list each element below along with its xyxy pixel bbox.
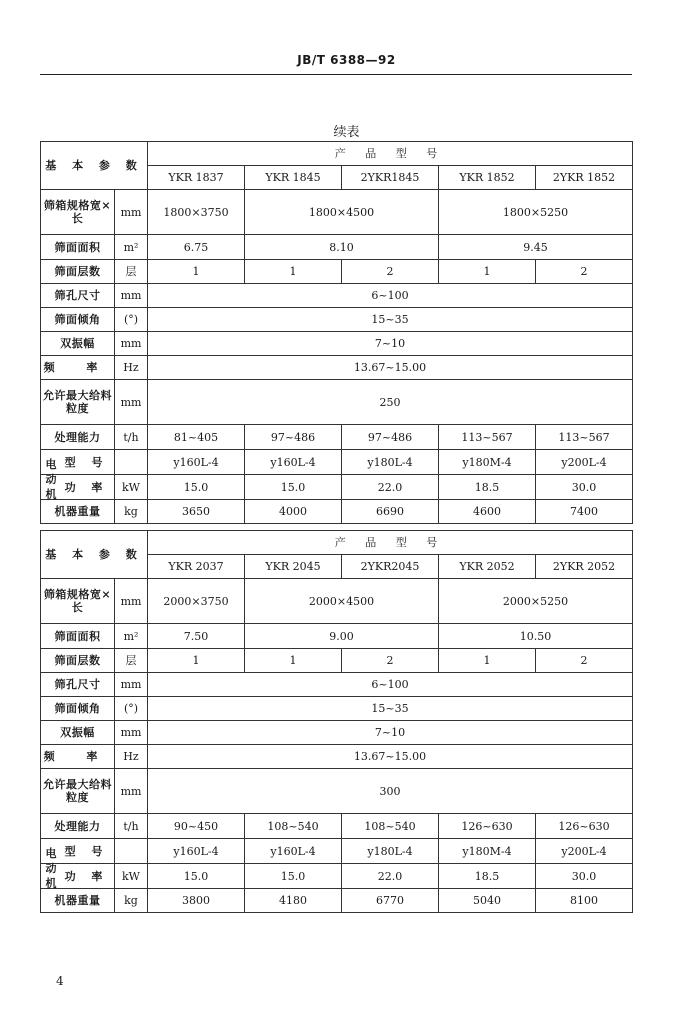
value-cell: 4000 xyxy=(245,500,342,524)
param-header: 基 本 参 数 xyxy=(41,531,148,579)
row-label: 机器重量 xyxy=(41,889,115,913)
param-header: 基 本 参 数 xyxy=(41,142,148,190)
row-label: 处理能力 xyxy=(41,814,115,839)
value-cell: 6~100 xyxy=(148,673,633,697)
motor-label: 电动机 xyxy=(45,458,57,501)
row-label: 允许最大给料粒度 xyxy=(41,380,115,425)
value-cell: 18.5 xyxy=(439,475,536,500)
value-cell: 1 xyxy=(245,649,342,673)
value-cell: 7~10 xyxy=(148,721,633,745)
value-cell: 18.5 xyxy=(439,864,536,889)
value-cell: 97~486 xyxy=(245,425,342,450)
row-label: 功 率 xyxy=(64,480,109,494)
model-cell: YKR 1837 xyxy=(148,166,245,190)
row-label: 型 号 xyxy=(64,455,109,469)
value-cell: 6.75 xyxy=(148,235,245,260)
row-label: 允许最大给料粒度 xyxy=(41,769,115,814)
value-cell: 97~486 xyxy=(342,425,439,450)
value-cell: 13.67~15.00 xyxy=(148,356,633,380)
model-cell: 2YKR 1852 xyxy=(536,166,633,190)
row-unit: mm xyxy=(115,579,148,624)
model-cell: YKR 1852 xyxy=(439,166,536,190)
row-label: 筛面层数 xyxy=(41,649,115,673)
row-label: 筛孔尺寸 xyxy=(41,284,115,308)
row-label: 筛箱规格宽×长 xyxy=(41,190,115,235)
value-cell: 1800×3750 xyxy=(148,190,245,235)
value-cell: y160L-4 xyxy=(148,839,245,864)
row-label: 筛面倾角 xyxy=(41,697,115,721)
value-cell: 7~10 xyxy=(148,332,633,356)
row-unit: Hz xyxy=(115,745,148,769)
value-cell: 22.0 xyxy=(342,475,439,500)
row-unit: Hz xyxy=(115,356,148,380)
value-cell: 81~405 xyxy=(148,425,245,450)
value-cell: y200L-4 xyxy=(536,450,633,475)
value-cell: 1 xyxy=(439,649,536,673)
motor-label: 电动机 xyxy=(45,847,57,890)
value-cell: y160L-4 xyxy=(245,450,342,475)
value-cell: 2 xyxy=(342,649,439,673)
value-cell: 1800×4500 xyxy=(245,190,439,235)
value-cell: 2 xyxy=(536,260,633,284)
value-cell: 90~450 xyxy=(148,814,245,839)
row-label: 频 率 xyxy=(41,356,115,380)
model-cell: 2YKR1845 xyxy=(342,166,439,190)
value-cell: 1800×5250 xyxy=(439,190,633,235)
row-label: 双振幅 xyxy=(41,332,115,356)
row-unit: 层 xyxy=(115,649,148,673)
row-unit: kg xyxy=(115,500,148,524)
row-unit: t/h xyxy=(115,814,148,839)
product-header: 产 品 型 号 xyxy=(148,531,633,555)
row-unit: mm xyxy=(115,332,148,356)
value-cell: 9.00 xyxy=(245,624,439,649)
row-unit: mm xyxy=(115,673,148,697)
row-label: 处理能力 xyxy=(41,425,115,450)
value-cell: 30.0 xyxy=(536,475,633,500)
row-unit: (°) xyxy=(115,697,148,721)
row-unit: (°) xyxy=(115,308,148,332)
value-cell: 9.45 xyxy=(439,235,633,260)
model-cell: 2YKR2045 xyxy=(342,555,439,579)
document-standard-number: JB/T 6388—92 xyxy=(297,53,396,67)
value-cell: 7400 xyxy=(536,500,633,524)
value-cell: y180M-4 xyxy=(439,839,536,864)
value-cell: 6690 xyxy=(342,500,439,524)
model-cell: YKR 2037 xyxy=(148,555,245,579)
value-cell: 1 xyxy=(148,649,245,673)
spec-table-2000 xyxy=(40,530,633,913)
value-cell: 126~630 xyxy=(536,814,633,839)
row-unit xyxy=(115,839,148,864)
value-cell: 4600 xyxy=(439,500,536,524)
row-label: 筛面层数 xyxy=(41,260,115,284)
value-cell: y160L-4 xyxy=(148,450,245,475)
row-label: 型 号 xyxy=(64,844,109,858)
row-label: 筛箱规格宽×长 xyxy=(41,579,115,624)
row-unit: mm xyxy=(115,284,148,308)
model-cell: YKR 1845 xyxy=(245,166,342,190)
value-cell: 22.0 xyxy=(342,864,439,889)
value-cell: 6~100 xyxy=(148,284,633,308)
row-unit xyxy=(115,450,148,475)
row-unit: 层 xyxy=(115,260,148,284)
row-unit: mm xyxy=(115,190,148,235)
value-cell: 30.0 xyxy=(536,864,633,889)
value-cell: 13.67~15.00 xyxy=(148,745,633,769)
value-cell: 4180 xyxy=(245,889,342,913)
value-cell: 2000×3750 xyxy=(148,579,245,624)
value-cell: 300 xyxy=(148,769,633,814)
value-cell: 2 xyxy=(536,649,633,673)
value-cell: 1 xyxy=(439,260,536,284)
row-label: 筛面面积 xyxy=(41,624,115,649)
header-rule xyxy=(40,74,632,75)
row-unit: t/h xyxy=(115,425,148,450)
row-label: 筛面倾角 xyxy=(41,308,115,332)
row-label: 筛面面积 xyxy=(41,235,115,260)
product-header: 产 品 型 号 xyxy=(148,142,633,166)
model-cell: YKR 2052 xyxy=(439,555,536,579)
page-number: 4 xyxy=(56,974,64,988)
value-cell: 15.0 xyxy=(148,864,245,889)
row-unit: kW xyxy=(115,864,148,889)
value-cell: 1 xyxy=(245,260,342,284)
value-cell: 1 xyxy=(148,260,245,284)
row-unit: kW xyxy=(115,475,148,500)
value-cell: 15.0 xyxy=(148,475,245,500)
value-cell: 8100 xyxy=(536,889,633,913)
value-cell: 7.50 xyxy=(148,624,245,649)
row-unit: mm xyxy=(115,380,148,425)
value-cell: 15~35 xyxy=(148,308,633,332)
value-cell: y180L-4 xyxy=(342,450,439,475)
value-cell: 15.0 xyxy=(245,864,342,889)
value-cell: 3800 xyxy=(148,889,245,913)
value-cell: 108~540 xyxy=(342,814,439,839)
value-cell: 8.10 xyxy=(245,235,439,260)
value-cell: 15~35 xyxy=(148,697,633,721)
row-unit: m² xyxy=(115,624,148,649)
value-cell: 2000×5250 xyxy=(439,579,633,624)
model-cell: 2YKR 2052 xyxy=(536,555,633,579)
value-cell: 15.0 xyxy=(245,475,342,500)
value-cell: 126~630 xyxy=(439,814,536,839)
value-cell: 250 xyxy=(148,380,633,425)
value-cell: 6770 xyxy=(342,889,439,913)
table-caption: 续表 xyxy=(333,125,360,140)
value-cell: y180M-4 xyxy=(439,450,536,475)
row-label: 双振幅 xyxy=(41,721,115,745)
row-unit: kg xyxy=(115,889,148,913)
spec-table-1800 xyxy=(40,141,633,524)
row-label: 功 率 xyxy=(64,869,109,883)
value-cell: 113~567 xyxy=(536,425,633,450)
value-cell: 2000×4500 xyxy=(245,579,439,624)
row-label: 频 率 xyxy=(41,745,115,769)
row-unit: mm xyxy=(115,769,148,814)
model-cell: YKR 2045 xyxy=(245,555,342,579)
value-cell: 5040 xyxy=(439,889,536,913)
value-cell: y180L-4 xyxy=(342,839,439,864)
row-label: 筛孔尺寸 xyxy=(41,673,115,697)
value-cell: y160L-4 xyxy=(245,839,342,864)
value-cell: 2 xyxy=(342,260,439,284)
value-cell: 113~567 xyxy=(439,425,536,450)
row-unit: m² xyxy=(115,235,148,260)
row-label: 机器重量 xyxy=(41,500,115,524)
value-cell: 3650 xyxy=(148,500,245,524)
row-unit: mm xyxy=(115,721,148,745)
value-cell: y200L-4 xyxy=(536,839,633,864)
value-cell: 108~540 xyxy=(245,814,342,839)
value-cell: 10.50 xyxy=(439,624,633,649)
